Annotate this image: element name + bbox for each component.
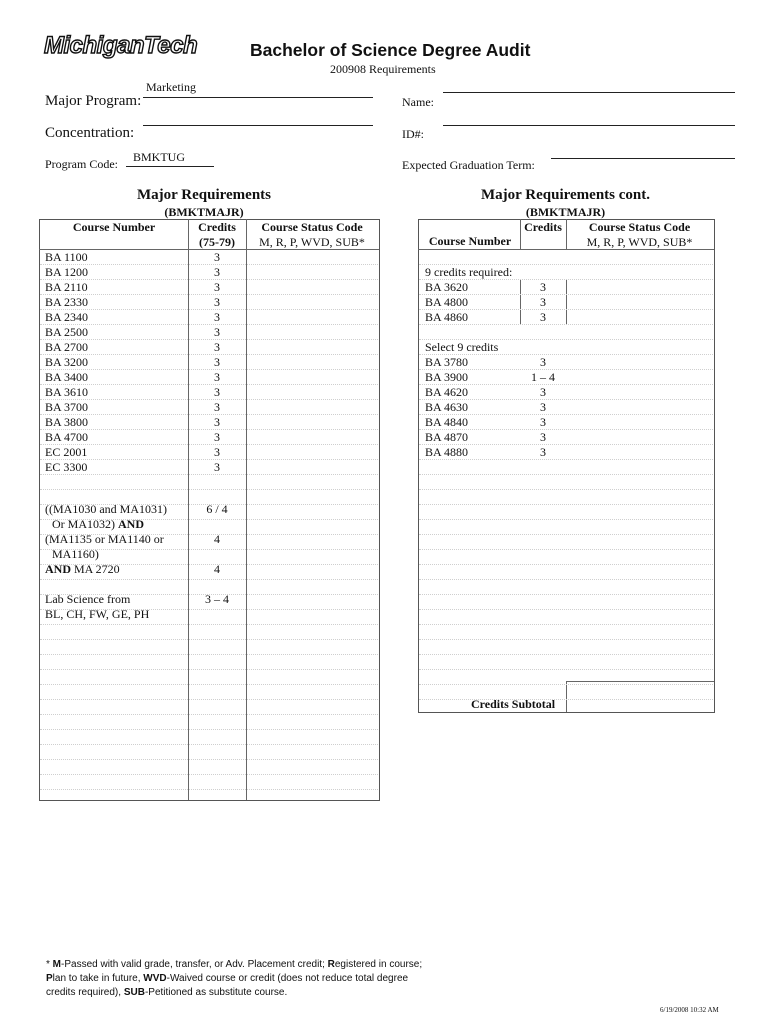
left-section-heading: Major Requirements <box>136 187 271 203</box>
course-number: BA 2340 <box>45 310 89 324</box>
course-credits: 3 <box>214 445 220 459</box>
math-credits-3: 4 <box>214 562 220 576</box>
row-rule <box>419 669 713 670</box>
course-credits: 3 <box>214 340 220 354</box>
course-credits: 3 <box>214 310 220 324</box>
left-col-credits: Credits <box>198 220 236 234</box>
id-field[interactable] <box>443 125 735 126</box>
math-line-5: AND MA 2720 <box>45 562 120 576</box>
course-number: BA 3900 <box>425 370 469 384</box>
course-number: BA 4860 <box>425 310 469 324</box>
course-number: BA 4630 <box>425 400 469 414</box>
course-credits: 3 <box>214 385 220 399</box>
course-credits: 3 <box>540 310 546 324</box>
course-credits: 1 – 4 <box>531 370 555 384</box>
row-rule <box>419 579 713 580</box>
course-credits: 3 <box>540 445 546 459</box>
left-section-code: (BMKTMAJR) <box>164 205 244 219</box>
row-rule <box>40 624 378 625</box>
course-number: BA 3200 <box>45 355 89 369</box>
course-credits: 3 <box>214 460 220 474</box>
right-section-code: (BMKTMAJR) <box>525 205 606 219</box>
program-code-label: Program Code: <box>45 157 118 171</box>
row-rule <box>40 669 378 670</box>
row-rule <box>40 714 378 715</box>
right-section-heading: Major Requirements cont. <box>481 187 650 203</box>
row-rule <box>419 594 713 595</box>
course-number: BA 4880 <box>425 445 469 459</box>
course-credits: 3 <box>214 370 220 384</box>
course-credits: 3 <box>214 295 220 309</box>
id-label: ID#: <box>402 127 424 141</box>
course-number: BA 2110 <box>45 280 88 294</box>
row-rule <box>40 684 378 685</box>
row-rule <box>419 624 713 625</box>
row-rule <box>419 534 713 535</box>
row-rule <box>419 684 713 685</box>
course-number: BA 4870 <box>425 430 469 444</box>
row-rule <box>40 654 378 655</box>
program-code-value: BMKTUG <box>133 150 186 164</box>
math-line-4: MA1160) <box>52 547 99 561</box>
concentration-field[interactable] <box>143 125 373 126</box>
row-rule <box>40 729 378 730</box>
course-credits: 3 <box>214 400 220 414</box>
concentration-label: Concentration: <box>45 125 135 141</box>
print-timestamp: 6/19/2008 10:32 AM <box>660 1006 719 1014</box>
course-number: BA 2700 <box>45 340 89 354</box>
row-rule <box>419 639 713 640</box>
status-code-footnote: * M-Passed with valid grade, transfer, or Adv. Placement credit; Registered in course; Plan to take in future, WVD-Waived course or credit (does not reduce total degree credits required), SUB-Petitioned as substitute course. <box>46 959 423 998</box>
row-rule <box>40 759 378 760</box>
row-rule <box>40 699 378 700</box>
course-credits: 3 <box>540 415 546 429</box>
math-line-3: (MA1135 or MA1140 or <box>45 532 164 546</box>
major-program-field[interactable] <box>143 97 373 98</box>
course-number: BA 2500 <box>45 325 89 339</box>
course-credits: 3 <box>540 295 546 309</box>
course-credits: 3 <box>214 355 220 369</box>
right-group1-title: 9 credits required: <box>425 265 513 279</box>
row-rule <box>419 699 713 700</box>
course-credits: 3 <box>214 280 220 294</box>
right-group2-title: Select 9 credits <box>425 340 499 354</box>
row-rule <box>419 564 713 565</box>
row-rule <box>419 489 713 490</box>
course-credits: 3 <box>214 415 220 429</box>
program-code-field[interactable] <box>126 166 214 167</box>
course-credits: 3 <box>540 430 546 444</box>
michigan-tech-logo: MichiganTech <box>44 32 198 59</box>
math-line-1: ((MA1030 and MA1031) <box>45 502 167 516</box>
course-number: BA 4620 <box>425 385 469 399</box>
course-credits: 3 <box>540 280 546 294</box>
lab-line-2: BL, CH, FW, GE, PH <box>45 607 150 621</box>
course-number: BA 4840 <box>425 415 469 429</box>
grad-term-field[interactable] <box>551 158 735 159</box>
course-number: BA 4700 <box>45 430 89 444</box>
course-number: BA 1100 <box>45 250 88 264</box>
course-number: EC 2001 <box>45 445 88 459</box>
row-rule <box>419 519 713 520</box>
right-col-status: Course Status Code <box>588 220 691 234</box>
math-line-2: Or MA1032) AND <box>52 517 144 531</box>
course-number: EC 3300 <box>45 460 88 474</box>
course-credits: 3 <box>214 265 220 279</box>
right-col-course-number: Course Number <box>428 234 512 248</box>
row-rule <box>419 654 713 655</box>
course-number: BA 3400 <box>45 370 89 384</box>
grad-term-label: Expected Graduation Term: <box>402 158 535 172</box>
major-program-label: Major Program: <box>45 93 142 109</box>
course-number: BA 3610 <box>45 385 89 399</box>
left-col-status: Course Status Code <box>261 220 363 234</box>
row-rule <box>419 474 713 475</box>
row-rule <box>40 489 378 490</box>
credits-subtotal-label: Credits Subtotal <box>471 697 556 711</box>
course-number: BA 3800 <box>45 415 89 429</box>
course-number: BA 3620 <box>425 280 469 294</box>
course-number: BA 4800 <box>425 295 469 309</box>
row-rule <box>419 504 713 505</box>
course-credits: 3 <box>540 400 546 414</box>
course-number: BA 2330 <box>45 295 89 309</box>
major-program-value: Marketing <box>146 80 196 94</box>
course-number: BA 3700 <box>45 400 89 414</box>
math-credits-2: 4 <box>214 532 220 546</box>
row-rule <box>40 774 378 775</box>
right-col-credits: Credits <box>524 220 562 234</box>
course-credits: 3 <box>214 325 220 339</box>
right-col-status-codes: M, R, P, WVD, SUB* <box>586 235 693 249</box>
page-subtitle: 200908 Requirements <box>330 62 436 76</box>
lab-line-1: Lab Science from <box>45 592 131 606</box>
row-rule <box>419 609 713 610</box>
left-col-credits-range: (75-79) <box>199 235 235 249</box>
course-credits: 3 <box>214 250 220 264</box>
math-credits-1: 6 / 4 <box>206 502 228 516</box>
lab-credits: 3 – 4 <box>205 592 229 606</box>
course-number: BA 1200 <box>45 265 89 279</box>
page-title: Bachelor of Science Degree Audit <box>250 40 531 60</box>
course-credits: 3 <box>540 355 546 369</box>
course-number: BA 3780 <box>425 355 469 369</box>
row-rule <box>40 579 378 580</box>
name-field[interactable] <box>443 92 735 93</box>
row-rule <box>40 639 378 640</box>
course-credits: 3 <box>540 385 546 399</box>
left-col-status-codes: M, R, P, WVD, SUB* <box>259 235 365 249</box>
row-rule <box>40 789 378 790</box>
name-label: Name: <box>402 95 434 109</box>
course-credits: 3 <box>214 430 220 444</box>
row-rule <box>40 744 378 745</box>
row-rule <box>419 549 713 550</box>
left-col-course-number: Course Number <box>72 220 156 234</box>
